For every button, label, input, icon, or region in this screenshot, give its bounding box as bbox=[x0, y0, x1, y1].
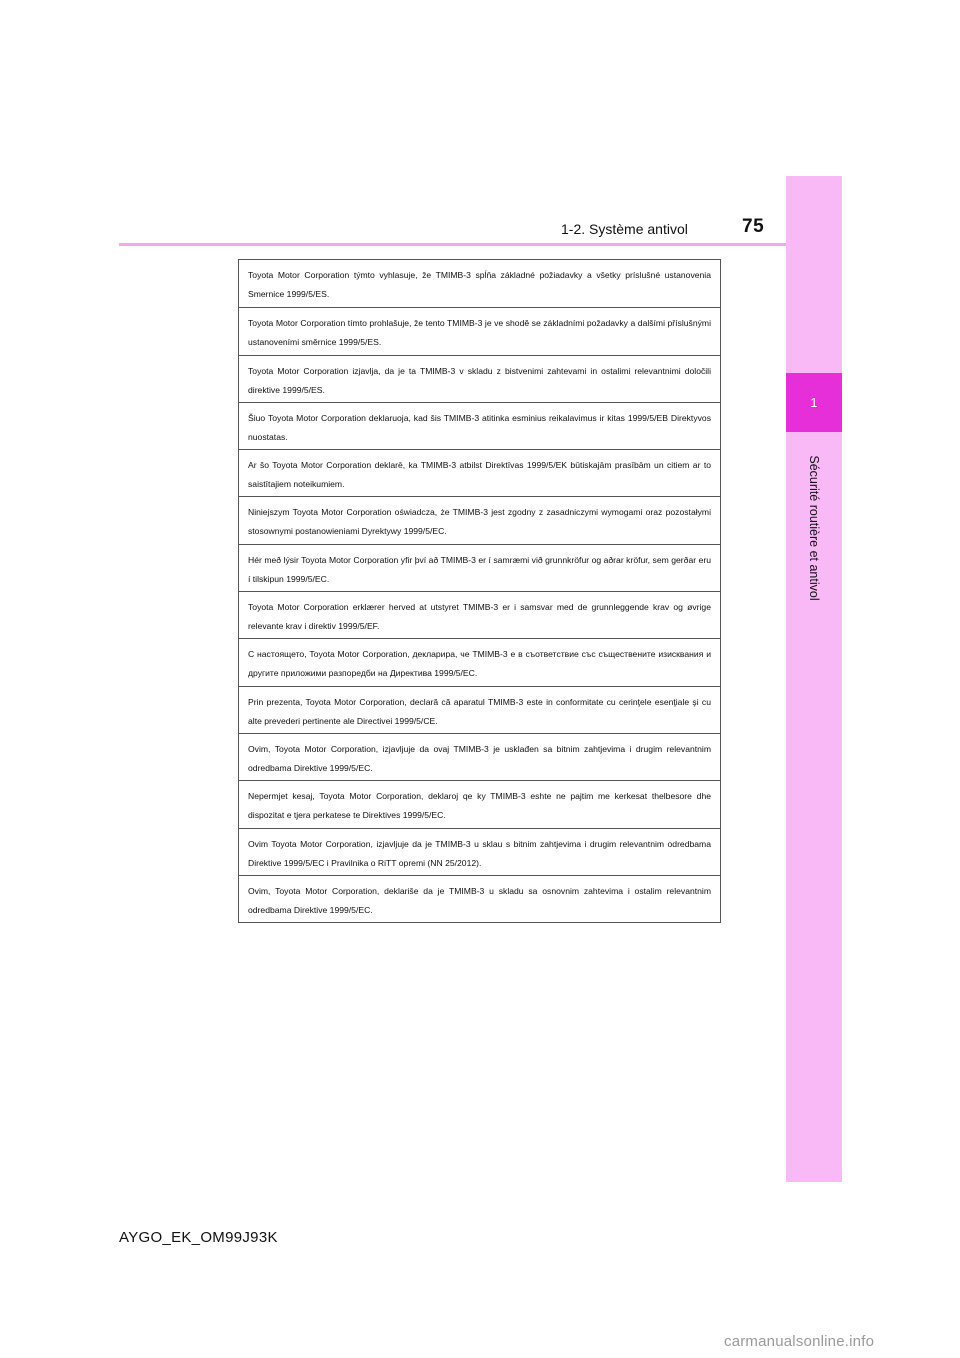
declaration-row: Niniejszym Toyota Motor Corporation oświadcza, że TMIMB-3 jest zgodny z zasadniczymi wymogami oraz pozostałymi stosownymi postanowieniami Dyrektywy 1999/5/EC. bbox=[239, 496, 720, 543]
header-divider bbox=[119, 243, 786, 246]
declaration-row: Šiuo Toyota Motor Corporation deklaruoja, kad šis TMIMB-3 atitinka esminius reikalavimus ir kitas 1999/5/EB Direktyvos nuostatas. bbox=[239, 402, 720, 449]
declaration-row: Toyota Motor Corporation tímto prohlašuje, že tento TMIMB-3 je ve shodě se základními požadavky a dalšími příslušnými ustanoveními směrnice 1999/5/ES. bbox=[239, 307, 720, 354]
chapter-label: Sécurité routière et antivol bbox=[807, 455, 821, 601]
declaration-row: Nepermjet kesaj, Toyota Motor Corporation, deklaroj qe ky TMIMB-3 eshte ne pajtim me kerkesat thelbesore dhe dispozitat e tjera perkatese te Direktives 1999/5/EC. bbox=[239, 780, 720, 827]
declaration-row: Ovim Toyota Motor Corporation, izjavljuje da je TMIMB-3 u sklau s bitnim zahtjevima i drugim relevantnim odredbama Direktive 1999/5/EC i Pravilnika o RiTT opremi (NN 25/2012). bbox=[239, 828, 720, 875]
declaration-row: Ovim, Toyota Motor Corporation, deklariše da je TMIMB-3 u skladu sa osnovnim zahtevima i ostalim relevantnim odredbama Direktive 1999/5/EC. bbox=[239, 875, 720, 922]
side-chapter-tab bbox=[786, 176, 842, 1182]
declaration-row: Toyota Motor Corporation erklærer herved at utstyret TMIMB-3 er i samsvar med de grunnleggende krav og øvrige relevante krav i direktiv 1999/5/EF. bbox=[239, 591, 720, 638]
declaration-row: Hér með lýsir Toyota Motor Corporation yfir því að TMIMB-3 er í samræmi við grunnkröfur og aðrar kröfur, sem gerðar eru í tilskipun 1999/5/EC. bbox=[239, 544, 720, 591]
declaration-row: С настоящето, Toyota Motor Corporation, декларира, че TMIMB-3 е в съответствие със съществените изисквания и другите приложими разпоредби на Директива 1999/5/EC. bbox=[239, 638, 720, 685]
side-chapter-tab-active bbox=[786, 373, 842, 432]
declaration-row: Prin prezenta, Toyota Motor Corporation, declară că aparatul TMIMB-3 este in conformitate cu cerinţele esenţiale şi cu alte prevederi pertinente ale Directivei 1999/5/CE. bbox=[239, 686, 720, 733]
document-code: AYGO_EK_OM99J93K bbox=[119, 1229, 278, 1246]
declaration-row: Toyota Motor Corporation týmto vyhlasuje, že TMIMB-3 spĺňa základné požiadavky a všetky príslušné ustanovenia Smernice 1999/5/ES. bbox=[248, 270, 711, 299]
declaration-row: Toyota Motor Corporation izjavlja, da je ta TMIMB-3 v skladu z bistvenimi zahtevami in ostalimi relevantnimi določili direktive 1999/5/ES. bbox=[239, 355, 720, 402]
chapter-number: 1 bbox=[810, 395, 818, 410]
declaration-row: Ar šo Toyota Motor Corporation deklarē, ka TMIMB-3 atbilst Direktīvas 1999/5/EK būtiskajām prasībām un citiem ar to saistītajiem noteikumiem. bbox=[239, 449, 720, 496]
declaration-row: Ovim, Toyota Motor Corporation, izjavljuje da ovaj TMIMB-3 je usklađen sa bitnim zahtjevima i drugim relevantnim odredbama Direktive 1999/5/EC. bbox=[239, 733, 720, 780]
declarations-table bbox=[238, 259, 721, 923]
watermark-link[interactable]: carmanualsonline.info bbox=[724, 1333, 875, 1350]
page-number: 75 bbox=[742, 216, 765, 237]
section-title: 1-2. Système antivol bbox=[561, 221, 688, 237]
